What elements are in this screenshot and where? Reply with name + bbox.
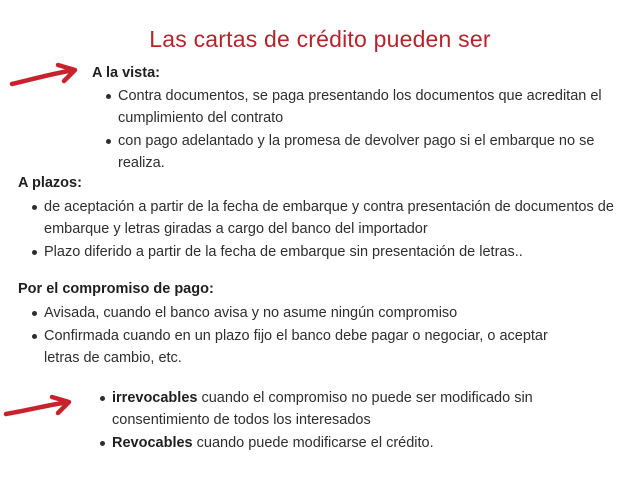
section-a-la-vista <box>92 63 612 175</box>
list-item <box>98 432 618 454</box>
bullet-list <box>98 387 618 454</box>
list-item: con pago adelantado y la promesa de devolver pago si el embarque no se realiza. <box>104 130 612 174</box>
term-description: cuando puede modificarse el crédito. <box>192 435 434 451</box>
bullet-list <box>30 196 618 263</box>
section-compromiso-de-pago <box>18 279 578 370</box>
term-irrevocables: irrevocables <box>112 390 198 406</box>
list-item: Confirmada cuando en un plazo fijo el banco debe pagar o negociar, o aceptar letras de cambio, etc. <box>30 325 578 369</box>
section-heading: Por el compromiso de pago: <box>18 281 214 297</box>
list-item: Contra documentos, se paga presentando los documentos que acreditan el cumplimiento del contrato <box>104 85 612 129</box>
list-item: de aceptación a partir de la fecha de embarque y contra presentación de documentos de embarque y letras giradas a cargo del banco del importador <box>30 196 618 240</box>
bullet-list <box>104 85 612 174</box>
bullet-list <box>30 302 578 369</box>
red-arrow-icon <box>8 62 80 92</box>
list-item: Avisada, cuando el banco avisa y no asume ningún compromiso <box>30 302 578 324</box>
list-item: Plazo diferido a partir de la fecha de embarque sin presentación de letras.. <box>30 241 618 263</box>
section-revocabilidad <box>98 387 618 455</box>
red-arrow-icon <box>2 394 74 424</box>
section-a-plazos <box>18 173 618 264</box>
term-revocables: Revocables <box>112 435 193 451</box>
list-item <box>98 387 618 431</box>
term-description: cuando el compromiso no puede ser modificado sin consentimiento de todos los interesados <box>112 390 533 428</box>
section-heading: A la vista: <box>92 65 160 81</box>
page-title: Las cartas de crédito pueden ser <box>149 26 491 52</box>
section-heading: A plazos: <box>18 175 82 191</box>
